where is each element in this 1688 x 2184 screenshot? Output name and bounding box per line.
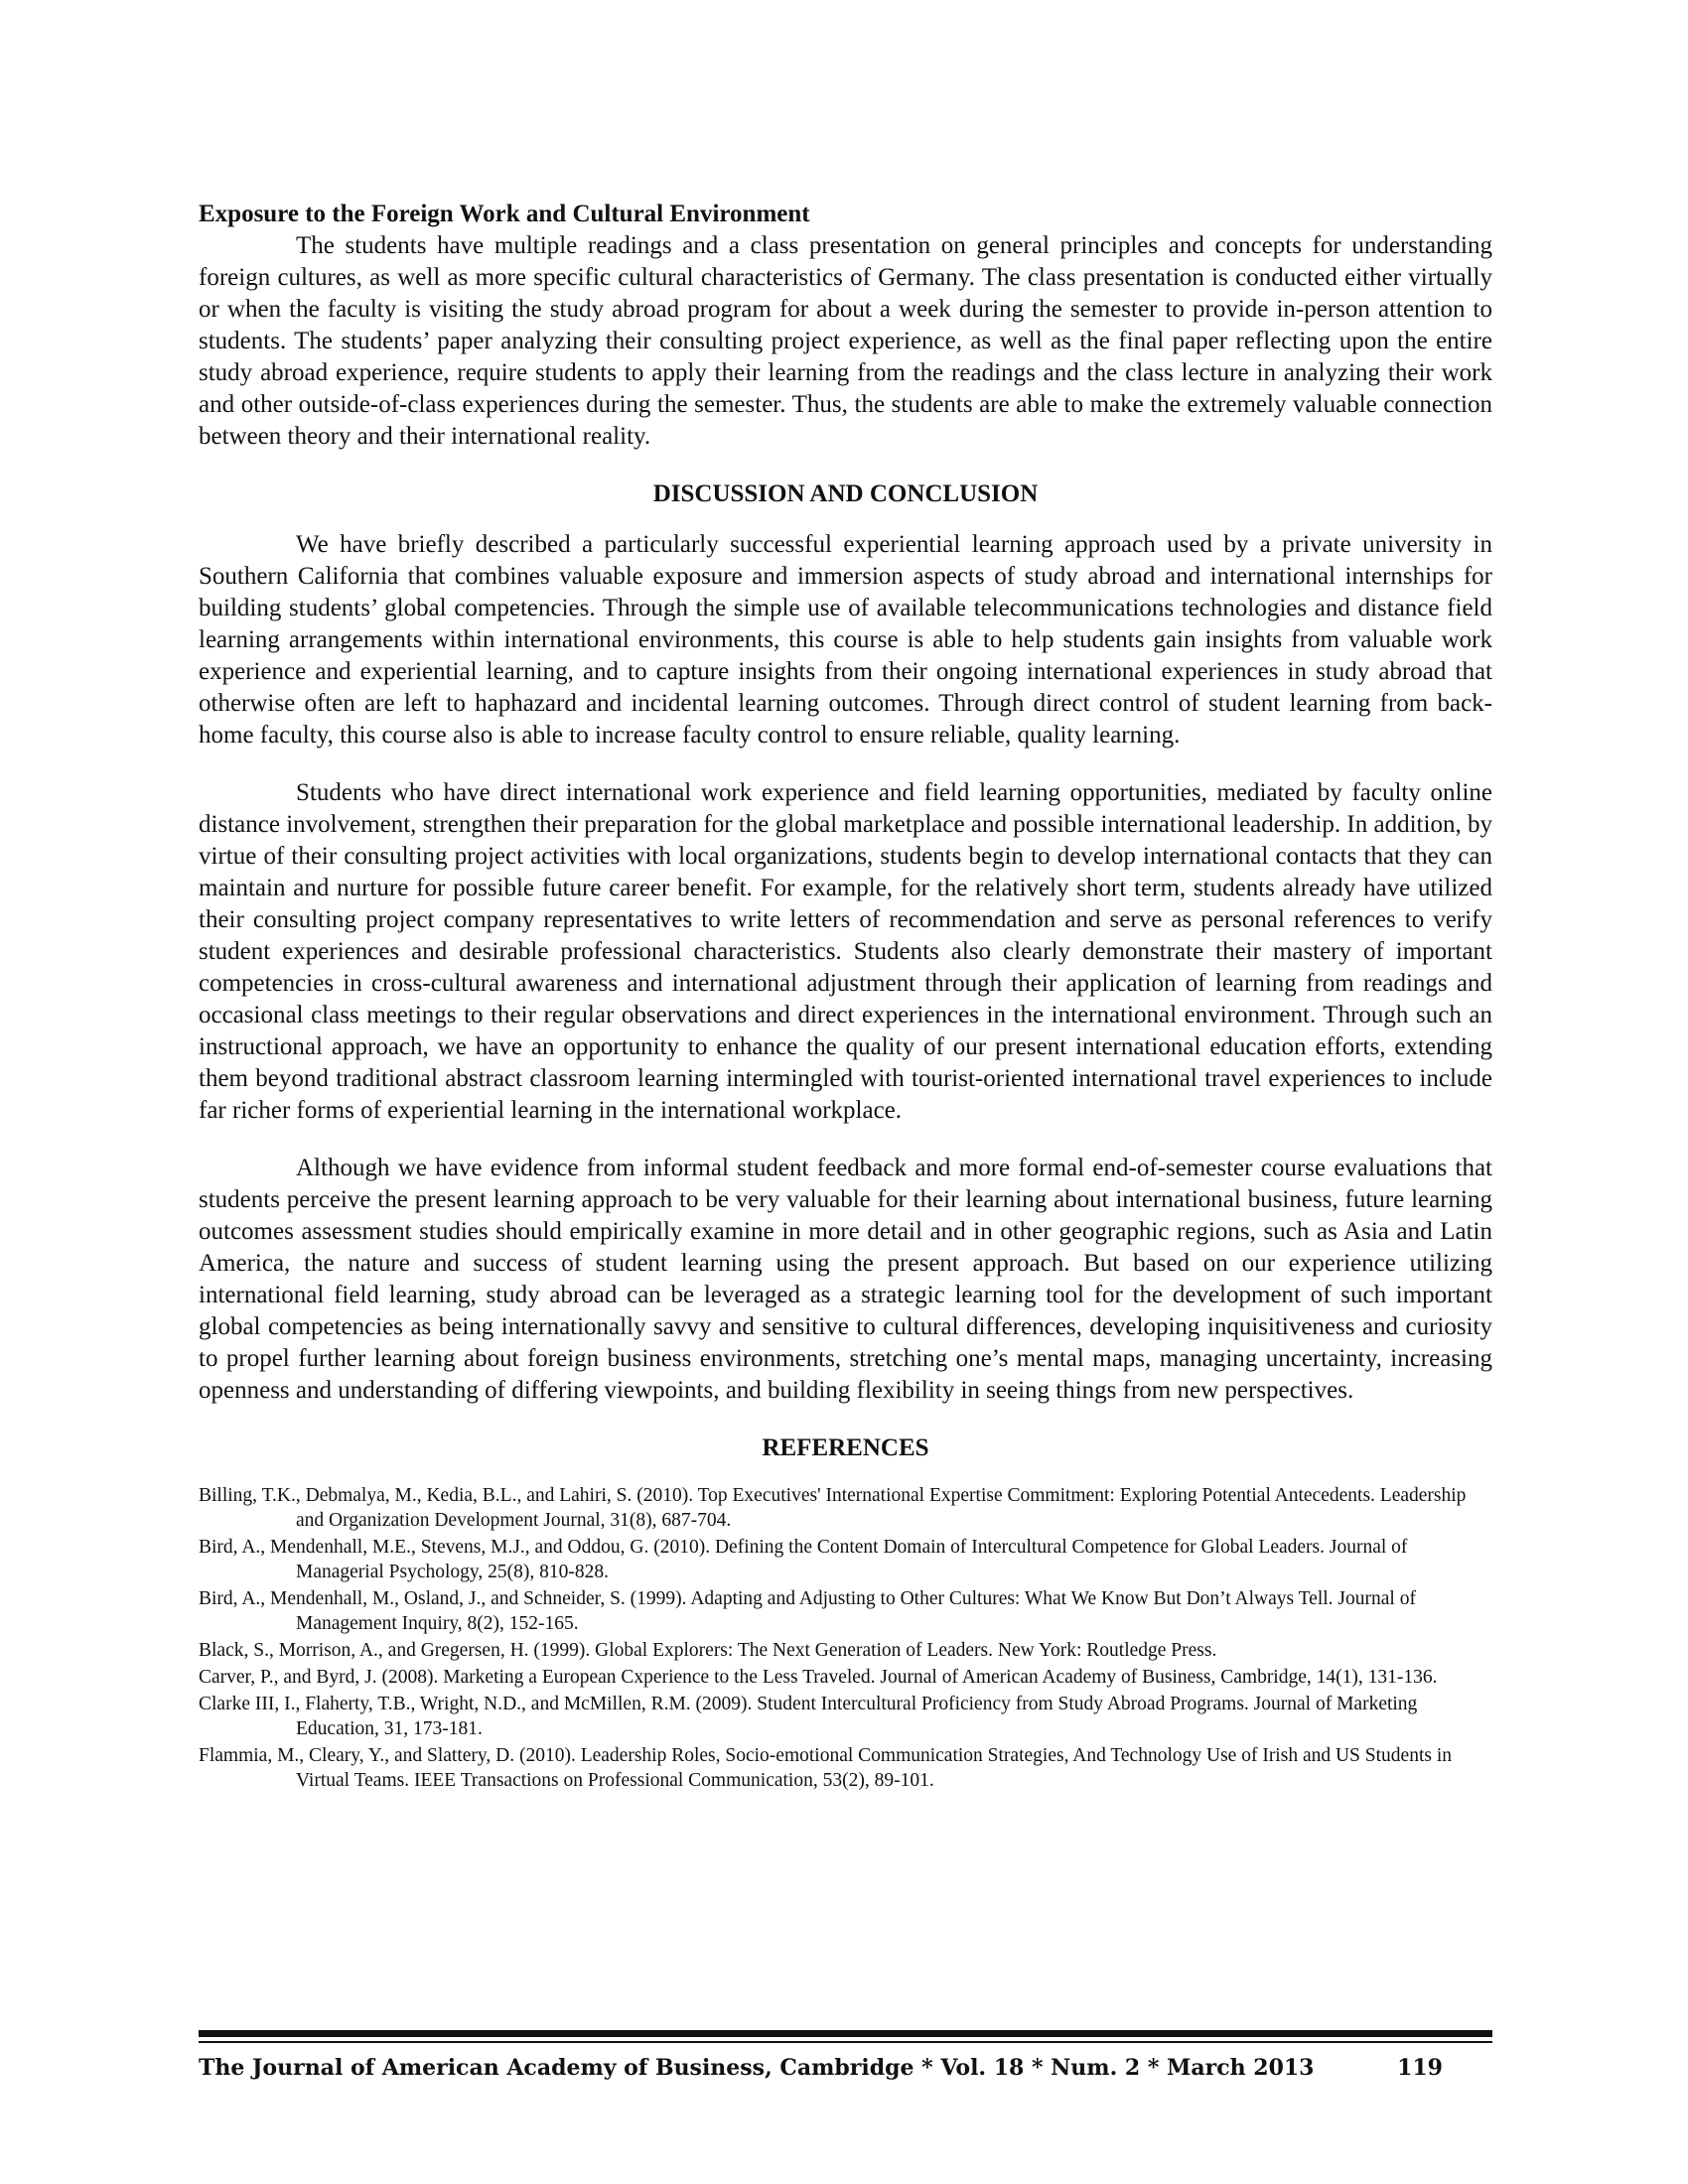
section-paragraph: The students have multiple readings and a class presentation on general principles and concepts for understanding foreign cultures, as well as more specific cultural characteristics of Germany. The class presentation is conducted either virtually or when the faculty is visiting the study abroad program for about a week during the semester to provide in-person attention to students. The students’ paper analyzing their consulting project experience, as well as the final paper reflecting upon the entire study abroad experience, require students to apply their learning from the readings and the class lecture in analyzing their work and other outside-of-class experiences during the semester. Thus, the students are able to make the extremely valuable connection between theory and their international reality. [199,232,1492,450]
reference-item: Clarke III, I., Flaherty, T.B., Wright, N.D., and McMillen, R.M. (2009). Student Intercultural Proficiency from Study Abroad Programs. Journal of Marketing Education, 31, 173-181. [199,1694,1418,1739]
footer-journal-citation: The Journal of American Academy of Business, Cambridge * Vol. 18 * Num. 2 * March 2013 [199,2055,1315,2081]
section-heading: Exposure to the Foreign Work and Cultural Environment [199,201,810,227]
discussion-paragraph: We have briefly described a particularly successful experiential learning approach used by a private university in Southern California that combines valuable exposure and immersion aspects of study abroad and international internships for building students’ global competencies. Through the simple use of available telecommunications technologies and distance field learning arrangements within international environments, this course is able to help students gain insights from valuable work experience and experiential learning, and to capture insights from their ongoing international experiences in study abroad that otherwise often are left to haphazard and incidental learning outcomes. Through direct control of student learning from back-home faculty, this course also is able to increase faculty control to ensure reliable, quality learning. [199,531,1492,749]
references-heading: REFERENCES [762,1434,929,1461]
discussion-heading: DISCUSSION AND CONCLUSION [652,480,1039,507]
reference-list [199,1483,1492,1793]
footer-divider-thin [199,2041,1492,2043]
discussion-paragraph: Although we have evidence from informal student feedback and more formal end-of-semester course evaluations that students perceive the present learning approach to be very valuable for their learning about international business, future learning outcomes assessment studies should empirically examine in more detail and in other geographic regions, such as Asia and Latin America, the nature and success of student learning using the present approach. But based on our experience utilizing international field learning, study abroad can be leveraged as a strategic learning tool for the development of such important global competencies as being internationally savvy and sensitive to cultural differences, developing inquisitiveness and curiosity to propel further learning about foreign business environments, stretching one’s mental maps, managing uncertainty, increasing openness and understanding of differing viewpoints, and building flexibility in seeing things from new perspectives. [199,1155,1492,1404]
reference-item: Black, S., Morrison, A., and Gregersen, H. (1999). Global Explorers: The Next Generation of Leaders. New York: Routledge Press. [199,1640,1217,1661]
page-content [199,199,1492,1795]
discussion-paragraph: Students who have direct international work experience and field learning opportunities, mediated by faculty online distance involvement, strengthen their preparation for the global marketplace and possible international leadership. In addition, by virtue of their consulting project activities with local organizations, students begin to develop international contacts that they can maintain and nurture for possible future career benefit. For example, for the relatively short term, students already have utilized their consulting project company representatives to write letters of recommendation and serve as personal references to verify student experiences and desirable professional characteristics. Students also clearly demonstrate their mastery of important competencies in cross-cultural awareness and international adjustment through their application of learning from readings and occasional class meetings to their regular observations and direct experiences in the international environment. Through such an instructional approach, we have an opportunity to enhance the quality of our present international education efforts, extending them beyond traditional abstract classroom learning intermingled with tourist-oriented international travel experiences to include far richer forms of experiential learning in the international workplace. [199,779,1492,1124]
footer-divider-thick [199,2030,1492,2037]
reference-item: Billing, T.K., Debmalya, M., Kedia, B.L., and Lahiri, S. (2010). Top Executives' International Expertise Commitment: Exploring Potential Antecedents. Leadership and Organization Development Journal, 31(8), 687-704. [199,1485,1467,1531]
page-number: 119 [1397,2055,1443,2081]
reference-item: Bird, A., Mendenhall, M.E., Stevens, M.J., and Oddou, G. (2010). Defining the Content Domain of Intercultural Competence for Global Leaders. Journal of Managerial Psychology, 25(8), 810-828. [199,1537,1408,1582]
page-footer [199,2049,1492,2089]
reference-item: Bird, A., Mendenhall, M., Osland, J., and Schneider, S. (1999). Adapting and Adjusting to Other Cultures: What We Know But Don’t Always Tell. Journal of Management Inquiry, 8(2), 152-165. [199,1588,1416,1634]
reference-item: Flammia, M., Cleary, Y., and Slattery, D. (2010). Leadership Roles, Socio-emotional Communication Strategies, And Technology Use of Irish and US Students in Virtual Teams. IEEE Transactions on Professional Communication, 53(2), 89-101. [199,1745,1452,1791]
reference-item: Carver, P., and Byrd, J. (2008). Marketing a European Cxperience to the Less Traveled. Journal of American Academy of Business, Cambridge, 14(1), 131-136. [199,1667,1438,1688]
